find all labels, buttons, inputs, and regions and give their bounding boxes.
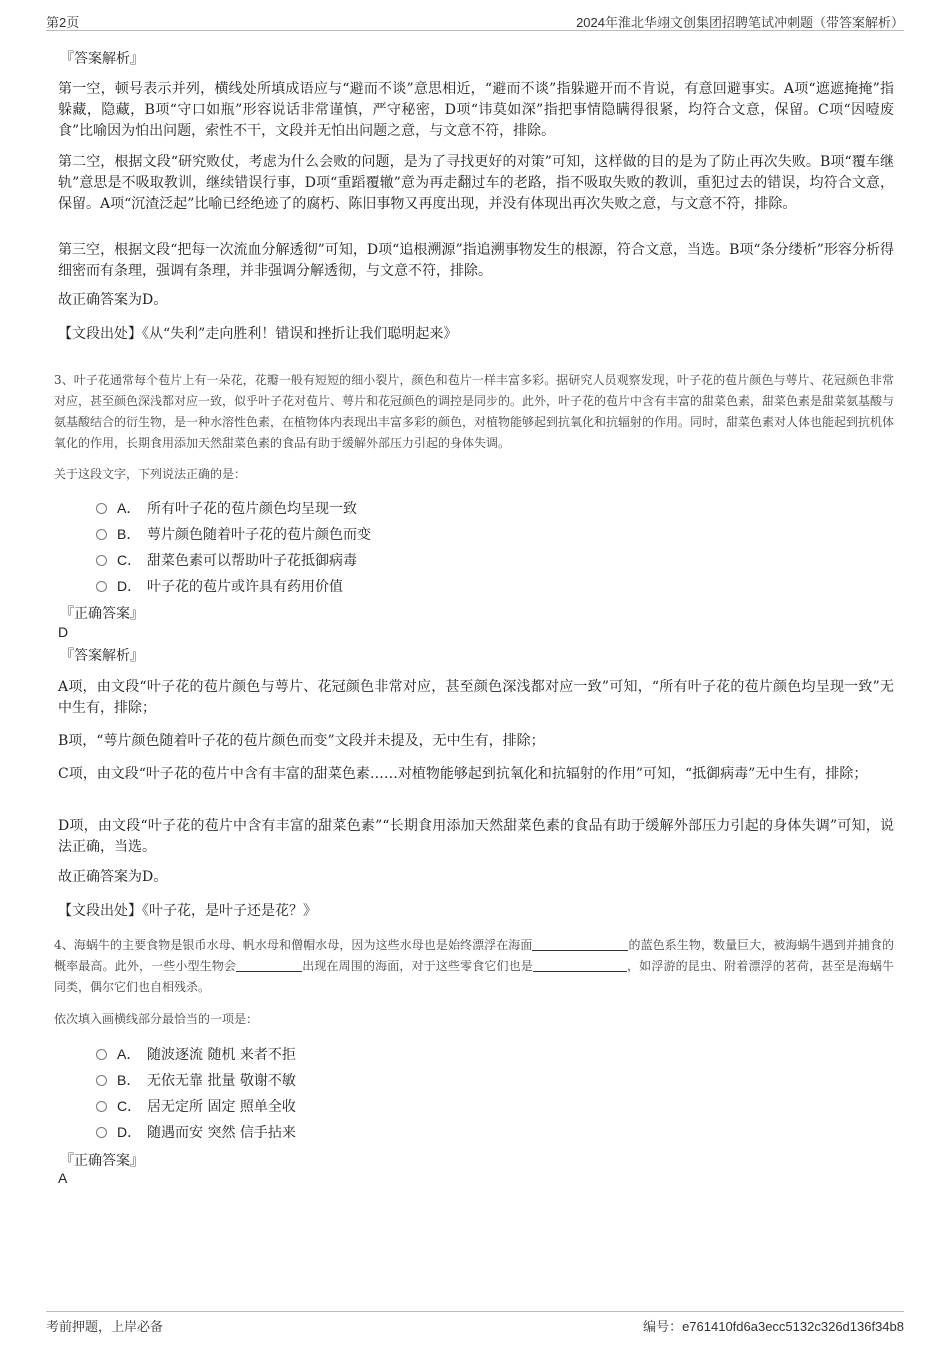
radio-icon[interactable] (96, 581, 107, 592)
passage-source: 【文段出处】《从“失利”走向胜利！错误和挫折让我们聪明起来》 (58, 326, 458, 342)
question-3-answer-label: 『正确答案』 (60, 606, 144, 622)
question-3-analysis-d: D项，由文段“叶子花的苞片中含有丰富的甜菜色素”“长期食用添加天然甜菜色素的食品有助于缓解外部压力引起的身体失调”可知，说法正确，当选。 (58, 818, 894, 855)
question-4-option-a[interactable]: A． 随波逐流 随机 来者不拒 (96, 1043, 296, 1065)
question-3-analysis-b: B项，“萼片颜色随着叶子花的苞片颜色而变”文段并未提及，无中生有，排除； (58, 733, 545, 749)
page-footer (46, 1311, 904, 1336)
radio-icon[interactable] (96, 555, 107, 566)
question-3-analysis-c: C项，由文段“叶子花的苞片中含有丰富的甜菜色素……对植物能够起到抗氧化和抗辐射的作用”可知，“抵御病毒”无中生有，排除； (58, 766, 868, 782)
radio-icon[interactable] (96, 503, 107, 514)
question-4-answer: A (58, 1170, 68, 1186)
question-3-option-d[interactable]: D． 叶子花的苞片或许具有药用价值 (96, 575, 343, 597)
question-4-passage: 4、海蜗牛的主要食物是银币水母、帆水母和僧帽水母，因为这些水母也是始终漂浮在海面 的蓝色系生物，数量巨大，被海蜗牛遇到并捕食的概率最高。此外，一些小型生物会 出现在周围的海面，对于这些零食它们也是 ，如浮游的昆虫、附着漂浮的茗荷，甚至是海蜗牛同类，偶尔它们也自相残杀。 (54, 938, 894, 994)
radio-icon[interactable] (96, 1075, 107, 1086)
fill-blank-2 (236, 958, 302, 972)
analysis-label: 『答案解析』 (60, 51, 144, 67)
radio-icon[interactable] (96, 529, 107, 540)
document-id: 编号：e761410fd6a3ecc5132c326d136f34b8 (643, 1319, 904, 1334)
analysis-paragraph-2: 第二空，根据文段“研究败仗，考虑为什么会败的问题，是为了寻找更好的对策”可知，这样做的目的是为了防止再次失败。B项“覆车继轨”意思是不吸取教训，继续错误行事，D项“重蹈覆辙”意为再走翻过车的老路，指不吸取失败的教训，重犯过去的错误，均符合文意，保留。A项“沉渣泛起”比喻已经绝迹了的腐朽、陈旧事物又再度出现，并没有体现出再次失败之意，与文意不符，排除。 (58, 154, 894, 212)
question-3-option-a[interactable]: A． 所有叶子花的苞片颜色均呈现一致 (96, 497, 357, 519)
analysis-conclusion: 故正确答案为D。 (58, 292, 168, 308)
question-3-analysis-a: A项，由文段“叶子花的苞片颜色与萼片、花冠颜色非常对应，甚至颜色深浅都对应一致”可知，“所有叶子花的苞片颜色均呈现一致”无中生有，排除； (58, 679, 894, 716)
question-3-passage: 3、叶子花通常每个苞片上有一朵花，花瓣一般有短短的细小裂片，颜色和苞片一样丰富多彩。据研究人员观察发现，叶子花的苞片颜色与萼片、花冠颜色非常对应，甚至颜色深浅都对应一致，似乎叶子花对苞片、萼片和花冠颜色的调控是同步的。此外，叶子花的苞片中含有丰富的甜菜色素，甜菜色素是甜菜氨基酸与氨基酸结合的衍生物，是一种水溶性色素，在植物体内表现出丰富多彩的颜色，对植物能够起到抗氧化和抗辐射的作用。同时，甜菜色素对人体也能起到抗机体氧化的作用，长期食用添加天然甜菜色素的食品有助于缓解外部压力引起的身体失调。 (54, 373, 895, 450)
question-4-option-c[interactable]: C． 居无定所 固定 照单全收 (96, 1095, 296, 1117)
question-4-option-b[interactable]: B． 无依无靠 批量 敬谢不敏 (96, 1069, 296, 1091)
fill-blank-3 (533, 958, 627, 972)
footer-slogan: 考前押题，上岸必备 (46, 1320, 164, 1335)
radio-icon[interactable] (96, 1101, 107, 1112)
question-4-answer-label: 『正确答案』 (60, 1153, 144, 1169)
page-header (46, 8, 904, 31)
radio-icon[interactable] (96, 1127, 107, 1138)
question-3-option-c[interactable]: C． 甜菜色素可以帮助叶子花抵御病毒 (96, 549, 357, 571)
question-3-prompt: 关于这段文字，下列说法正确的是： (54, 467, 247, 481)
question-3-analysis-label: 『答案解析』 (60, 648, 144, 664)
question-4-option-d[interactable]: D． 随遇而安 突然 信手拈来 (96, 1121, 296, 1143)
analysis-paragraph-1: 第一空，顿号表示并列，横线处所填成语应与“避而不谈”意思相近，“避而不谈”指躲避开而不肯说，有意回避事实。A项“遮遮掩掩”指躲藏，隐藏，B项“守口如瓶”形容说话非常谨慎，严守秘密，D项“讳莫如深”指把事情隐瞒得很紧，均符合文意，保留。C项“因噎废食”比喻因为怕出问题，索性不干，文段并无怕出问题之意，与文意不符，排除。 (58, 81, 894, 139)
document-title: 2024年淮北华翊文创集团招聘笔试冲刺题（带答案解析） (576, 15, 904, 30)
radio-icon[interactable] (96, 1049, 107, 1060)
fill-blank-1 (532, 937, 628, 951)
question-3-source: 【文段出处】《叶子花，是叶子还是花？》 (58, 903, 317, 919)
question-4-prompt: 依次填入画横线部分最恰当的一项是： (54, 1012, 259, 1026)
question-3-answer: D (58, 624, 69, 640)
question-3-option-b[interactable]: B． 萼片颜色随着叶子花的苞片颜色而变 (96, 523, 371, 545)
page-number: 第2页 (46, 15, 80, 30)
question-3-conclusion: 故正确答案为D。 (58, 869, 168, 885)
analysis-paragraph-3: 第三空，根据文段“把每一次流血分解透彻”可知，D项“追根溯源”指追溯事物发生的根源，符合文意，当选。B项“条分缕析”形容分析得细密而有条理，强调有条理，并非强调分解透彻，与文意不符，排除。 (58, 242, 894, 279)
